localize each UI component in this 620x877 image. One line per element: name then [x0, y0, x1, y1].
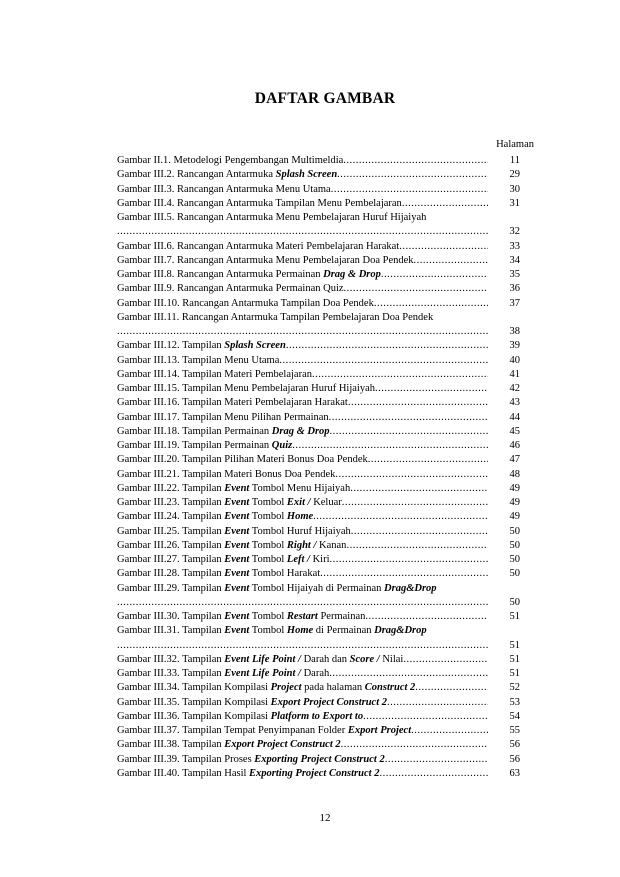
caption-text: Gambar III.33. Tampilan: [117, 668, 225, 679]
figure-page-number: 50: [509, 596, 520, 608]
dot-leader: [292, 439, 488, 453]
figure-caption: [117, 510, 313, 524]
figure-entry: [117, 624, 530, 653]
figure-page-number: 34: [509, 254, 520, 266]
figure-page-number: 42: [509, 383, 520, 394]
figure-entry: [117, 681, 530, 695]
dot-leader: [411, 724, 488, 738]
caption-text: Gambar III.29. Tampilan: [117, 582, 225, 594]
figure-caption: [117, 339, 286, 353]
dot-leader: [335, 468, 488, 482]
caption-emphasis: Export Project Construct 2: [270, 696, 388, 708]
caption-emphasis: Event: [224, 539, 250, 551]
caption-emphasis: Platform to Export to: [270, 710, 364, 722]
figure-caption: [117, 439, 292, 453]
caption-emphasis: Drag&Drop: [374, 625, 427, 637]
figure-entry: [117, 254, 530, 268]
figure-page-number: 49: [509, 497, 520, 508]
figure-entry: [117, 510, 530, 524]
dot-leader: [365, 610, 488, 624]
dot-leader: [414, 254, 488, 268]
caption-text: Tombol: [249, 539, 287, 551]
figure-caption: [117, 610, 365, 624]
caption-emphasis: Event: [224, 582, 250, 594]
figure-page-number: 46: [509, 440, 520, 451]
caption-emphasis: Drag & Drop: [323, 269, 381, 280]
caption-text: Kiri: [312, 554, 330, 565]
caption-text: Tombol Menu Hijaiyah: [249, 482, 351, 494]
dot-leader: [341, 738, 488, 752]
figure-caption: [117, 539, 346, 553]
caption-text: Gambar III.18. Tampilan Permainan: [117, 425, 272, 437]
caption-emphasis: Event: [224, 625, 250, 637]
figure-entry: [117, 696, 530, 710]
figure-entry: [117, 653, 530, 667]
caption-text: Nilai: [379, 653, 404, 665]
caption-text: Tombol: [249, 511, 287, 523]
figure-entry: [117, 396, 530, 410]
caption-emphasis: Event Life Point /: [224, 653, 301, 665]
dot-leader: [342, 496, 488, 510]
figure-page-number: 54: [509, 710, 520, 722]
figure-caption: [117, 567, 320, 581]
figure-entry: [117, 468, 530, 482]
figure-page-number: 38: [509, 326, 520, 337]
dot-leader: [379, 767, 488, 781]
figure-caption: [117, 396, 348, 410]
caption-emphasis: Restart: [286, 611, 318, 622]
caption-text: Gambar III.21. Tampilan Materi Bonus Doa Pendek: [117, 468, 336, 480]
figure-page-number: 50: [509, 539, 520, 551]
figure-page-number: 49: [509, 511, 520, 523]
caption-text: Keluar: [313, 497, 342, 508]
caption-text: Kanan: [319, 539, 347, 551]
caption-text: Gambar III.4. Rancangan Antarmuka Tampilan Menu Pembelajaran: [117, 197, 402, 209]
dot-leader: [117, 639, 488, 653]
caption-emphasis: Event: [224, 511, 250, 523]
caption-text: Tombol: [249, 497, 287, 508]
caption-text: Gambar III.19. Tampilan Permainan: [117, 440, 272, 451]
figure-caption: [117, 553, 330, 567]
caption-text: Tombol Hijaiyah di Permainan: [249, 582, 385, 594]
figure-page-number: 55: [509, 725, 520, 736]
figure-entry: [117, 197, 530, 211]
caption-text: Gambar III.26. Tampilan: [117, 539, 225, 551]
figure-caption: [117, 653, 403, 667]
dot-leader: [117, 596, 488, 610]
caption-text: Gambar III.32. Tampilan: [117, 653, 225, 665]
caption-emphasis: Splash Screen: [224, 340, 286, 352]
caption-emphasis: Exporting Project Construct 2: [254, 753, 385, 765]
figure-entry: [117, 724, 530, 738]
figure-caption: [117, 496, 342, 510]
figure-page-number: 31: [509, 197, 520, 209]
figure-entry: [117, 154, 530, 168]
figure-page-number: 47: [509, 454, 520, 466]
caption-text: Gambar III.31. Tampilan: [117, 625, 225, 637]
dot-leader: [350, 482, 488, 496]
caption-text: Gambar III.10. Rancangan Antarmuka Tampilan Doa Pendek: [117, 297, 374, 309]
caption-text: Gambar III.17. Tampilan Menu Pilihan Permainan: [117, 411, 329, 423]
dot-leader: [312, 368, 488, 382]
caption-text: Gambar III.3. Rancangan Antarmuka Menu Utama: [117, 183, 331, 195]
figure-entry: [117, 411, 530, 425]
figure-entry: [117, 667, 530, 681]
figure-page-number: 11: [509, 155, 520, 166]
caption-text: Gambar III.16. Tampilan Materi Pembelajaran Harakat: [117, 397, 348, 409]
caption-text: Gambar III.15. Tampilan Menu Pembelajaran Huruf Hijaiyah: [117, 383, 375, 394]
figure-caption: [117, 681, 415, 695]
figure-caption: [117, 582, 437, 596]
dot-leader: [279, 354, 488, 368]
caption-emphasis: Export Project: [347, 725, 412, 736]
caption-emphasis: Project: [270, 682, 302, 694]
figure-caption: [117, 767, 379, 781]
figure-caption: [117, 368, 312, 382]
figure-entry: [117, 354, 530, 368]
caption-text: Tombol Harakat: [249, 568, 321, 580]
caption-text: Gambar III.9. Rancangan Antarmuka Permainan Quiz: [117, 283, 344, 295]
figure-entry: [117, 425, 530, 439]
caption-text: Gambar III.20. Tampilan Pilihan Materi Bonus Doa Pendek: [117, 454, 368, 466]
dot-leader: [329, 411, 488, 425]
figure-entry: [117, 767, 530, 781]
figure-page-number: 50: [509, 568, 520, 580]
figure-entry: [117, 211, 530, 240]
figure-page-number: 51: [509, 611, 520, 622]
figure-caption: [117, 311, 433, 325]
figure-page-number: 37: [509, 297, 520, 309]
dot-leader: [403, 653, 488, 667]
figure-page-number: 29: [509, 169, 520, 181]
caption-text: Gambar III.14. Tampilan Materi Pembelajaran: [117, 368, 312, 380]
caption-text: Gambar III.2. Rancangan Antarmuka: [117, 169, 276, 181]
dot-leader: [363, 710, 488, 724]
figure-entry: [117, 453, 530, 467]
figure-caption: [117, 211, 426, 225]
halaman-column-label: Halaman: [496, 139, 534, 150]
figure-entry: [117, 382, 530, 396]
dot-leader: [330, 553, 489, 567]
figure-entry: [117, 610, 530, 624]
caption-text: Gambar III.27. Tampilan: [117, 554, 225, 565]
figure-page-number: 41: [509, 368, 520, 380]
figure-entry: [117, 553, 530, 567]
caption-emphasis: Export Project Construct 2: [224, 739, 341, 751]
dot-leader: [368, 453, 488, 467]
figure-caption: [117, 453, 368, 467]
figure-page-number: 49: [509, 482, 520, 494]
figure-entry: [117, 525, 530, 539]
dot-leader: [117, 225, 488, 239]
caption-emphasis: Home: [286, 511, 314, 523]
figure-entry: [117, 710, 530, 724]
figure-page-number: 53: [509, 696, 520, 708]
caption-text: Gambar III.28. Tampilan: [117, 568, 225, 580]
figure-caption: [117, 382, 375, 396]
figure-caption: [117, 168, 337, 182]
figure-caption: [117, 197, 402, 211]
figure-caption: [117, 667, 329, 681]
figure-page-number: 52: [509, 682, 520, 694]
figure-page-number: 51: [509, 653, 520, 665]
figure-caption: [117, 183, 331, 197]
figure-entry: [117, 183, 530, 197]
caption-emphasis: Right /: [286, 539, 320, 551]
caption-text: Tombol Huruf Hijaiyah: [249, 525, 351, 537]
figure-caption: [117, 738, 341, 752]
figure-page-number: 30: [509, 183, 520, 195]
dot-leader: [337, 168, 488, 182]
dot-leader: [381, 268, 488, 282]
caption-emphasis: Quiz: [271, 440, 293, 451]
figure-caption: [117, 482, 350, 496]
caption-emphasis: Event: [224, 482, 250, 494]
dot-leader: [385, 753, 488, 767]
figure-caption: [117, 154, 343, 168]
figure-page-number: 63: [509, 767, 520, 779]
dot-leader: [387, 696, 488, 710]
dot-leader: [331, 183, 488, 197]
caption-text: Darah: [300, 668, 330, 679]
caption-text: Gambar III.22. Tampilan: [117, 482, 225, 494]
caption-text: Gambar III.7. Rancangan Antarmuka Menu Pembelajaran Doa Pendek: [117, 254, 414, 266]
caption-text: Gambar III.5. Rancangan Antarmuka Menu Pembelajaran Huruf Hijaiyah: [117, 212, 427, 223]
caption-emphasis: Home: [286, 625, 314, 637]
dot-leader: [399, 240, 488, 254]
caption-text: Gambar III.8. Rancangan Antarmuka Permainan: [117, 269, 324, 280]
dot-leader: [415, 681, 488, 695]
figure-page-number: 43: [509, 397, 520, 409]
caption-emphasis: Event: [224, 554, 250, 565]
figure-page-number: 40: [509, 354, 520, 366]
caption-text: Gambar II.1. Metodelogi Pengembangan Multimeldia: [117, 155, 344, 166]
figure-page-number: 51: [509, 639, 520, 651]
caption-text: Gambar III.40. Tampilan Hasil: [117, 767, 250, 779]
caption-text: Gambar III.35. Tampilan Kompilasi: [117, 696, 271, 708]
caption-emphasis: Construct 2: [364, 682, 416, 694]
figure-caption: [117, 240, 399, 254]
figure-page-number: 50: [509, 554, 520, 565]
figure-caption: [117, 282, 344, 296]
caption-emphasis: Event: [224, 611, 250, 622]
figure-caption: [117, 268, 381, 282]
dot-leader: [286, 339, 488, 353]
caption-emphasis: Exporting Project Construct 2: [249, 767, 380, 779]
figure-page-number: 36: [509, 283, 520, 295]
figure-caption: [117, 254, 414, 268]
figure-page-number: 32: [509, 226, 520, 238]
caption-text: Gambar III.25. Tampilan: [117, 525, 225, 537]
figure-entry: [117, 240, 530, 254]
figure-caption: [117, 525, 351, 539]
caption-text: Gambar III.13. Tampilan Menu Utama: [117, 354, 280, 366]
caption-emphasis: Left /: [286, 554, 313, 565]
caption-text: di Permainan: [313, 625, 375, 637]
caption-text: Gambar III.39. Tampilan Proses: [117, 753, 255, 765]
figure-caption: [117, 724, 411, 738]
caption-text: Permainan: [317, 611, 366, 622]
caption-text: Tombol: [249, 625, 287, 637]
caption-text: Tombol: [249, 611, 287, 622]
figure-entry: [117, 311, 530, 340]
figure-page-number: 39: [509, 340, 520, 352]
caption-emphasis: Event: [224, 568, 250, 580]
caption-text: Gambar III.24. Tampilan: [117, 511, 225, 523]
caption-text: Gambar III.34. Tampilan Kompilasi: [117, 682, 271, 694]
caption-text: pada halaman: [301, 682, 365, 694]
caption-text: Gambar III.12. Tampilan: [117, 340, 225, 352]
dot-leader: [351, 525, 488, 539]
figure-list: [117, 154, 530, 781]
dot-leader: [329, 667, 488, 681]
figure-entry: [117, 582, 530, 611]
figure-entry: [117, 268, 530, 282]
figure-entry: [117, 567, 530, 581]
figure-page-number: 45: [509, 425, 520, 437]
figure-page-number: 56: [509, 753, 520, 765]
figure-caption: [117, 411, 329, 425]
caption-emphasis: Exit /: [286, 497, 314, 508]
figure-entry: [117, 297, 530, 311]
caption-text: Darah dan: [300, 653, 350, 665]
figure-entry: [117, 738, 530, 752]
figure-entry: [117, 539, 530, 553]
figure-entry: [117, 282, 530, 296]
figure-entry: [117, 368, 530, 382]
caption-text: Gambar III.30. Tampilan: [117, 611, 225, 622]
page-title: DAFTAR GAMBAR: [254, 90, 396, 107]
caption-emphasis: Drag&Drop: [384, 582, 437, 594]
figure-caption: [117, 468, 335, 482]
dot-leader: [375, 382, 488, 396]
figure-caption: [117, 710, 363, 724]
caption-emphasis: Event: [224, 525, 250, 537]
dot-leader: [313, 510, 488, 524]
dot-leader: [402, 197, 488, 211]
caption-emphasis: Drag & Drop: [271, 425, 330, 437]
dot-leader: [374, 297, 488, 311]
figure-caption: [117, 354, 279, 368]
figure-caption: [117, 425, 330, 439]
figure-entry: [117, 168, 530, 182]
figure-caption: [117, 753, 385, 767]
dot-leader: [117, 325, 488, 339]
figure-entry: [117, 439, 530, 453]
caption-text: Gambar III.36. Tampilan Kompilasi: [117, 710, 271, 722]
figure-caption: [117, 696, 387, 710]
figure-entry: [117, 339, 530, 353]
dot-leader: [348, 396, 488, 410]
page-number: 12: [319, 812, 331, 824]
figure-page-number: 56: [509, 739, 520, 751]
dot-leader: [344, 282, 488, 296]
dot-leader: [346, 539, 488, 553]
figure-entry: [117, 482, 530, 496]
dot-leader: [343, 154, 488, 168]
figure-page-number: 51: [509, 668, 520, 679]
caption-text: Gambar III.23. Tampilan: [117, 497, 225, 508]
caption-text: Gambar III.11. Rancangan Antarmuka Tampilan Pembelajaran Doa Pendek: [117, 311, 434, 323]
caption-text: Gambar III.38. Tampilan: [117, 739, 225, 751]
caption-text: Tombol: [249, 554, 287, 565]
caption-text: Gambar III.37. Tampilan Tempat Penyimpanan Folder: [117, 725, 348, 736]
figure-page-number: 33: [509, 240, 520, 252]
figure-page-number: 50: [509, 525, 520, 537]
dot-leader: [320, 567, 488, 581]
figure-caption: [117, 624, 427, 638]
caption-emphasis: Splash Screen: [275, 169, 338, 181]
figure-page-number: 35: [509, 269, 520, 280]
caption-emphasis: Event: [224, 497, 250, 508]
figure-page-number: 44: [509, 411, 520, 423]
dot-leader: [330, 425, 488, 439]
caption-text: Gambar III.6. Rancangan Antarmuka Materi Pembelajaran Harakat: [117, 240, 400, 252]
figure-caption: [117, 297, 374, 311]
caption-emphasis: Event Life Point /: [224, 668, 301, 679]
figure-entry: [117, 496, 530, 510]
caption-emphasis: Score /: [349, 653, 380, 665]
figure-page-number: 48: [509, 468, 520, 480]
figure-entry: [117, 753, 530, 767]
